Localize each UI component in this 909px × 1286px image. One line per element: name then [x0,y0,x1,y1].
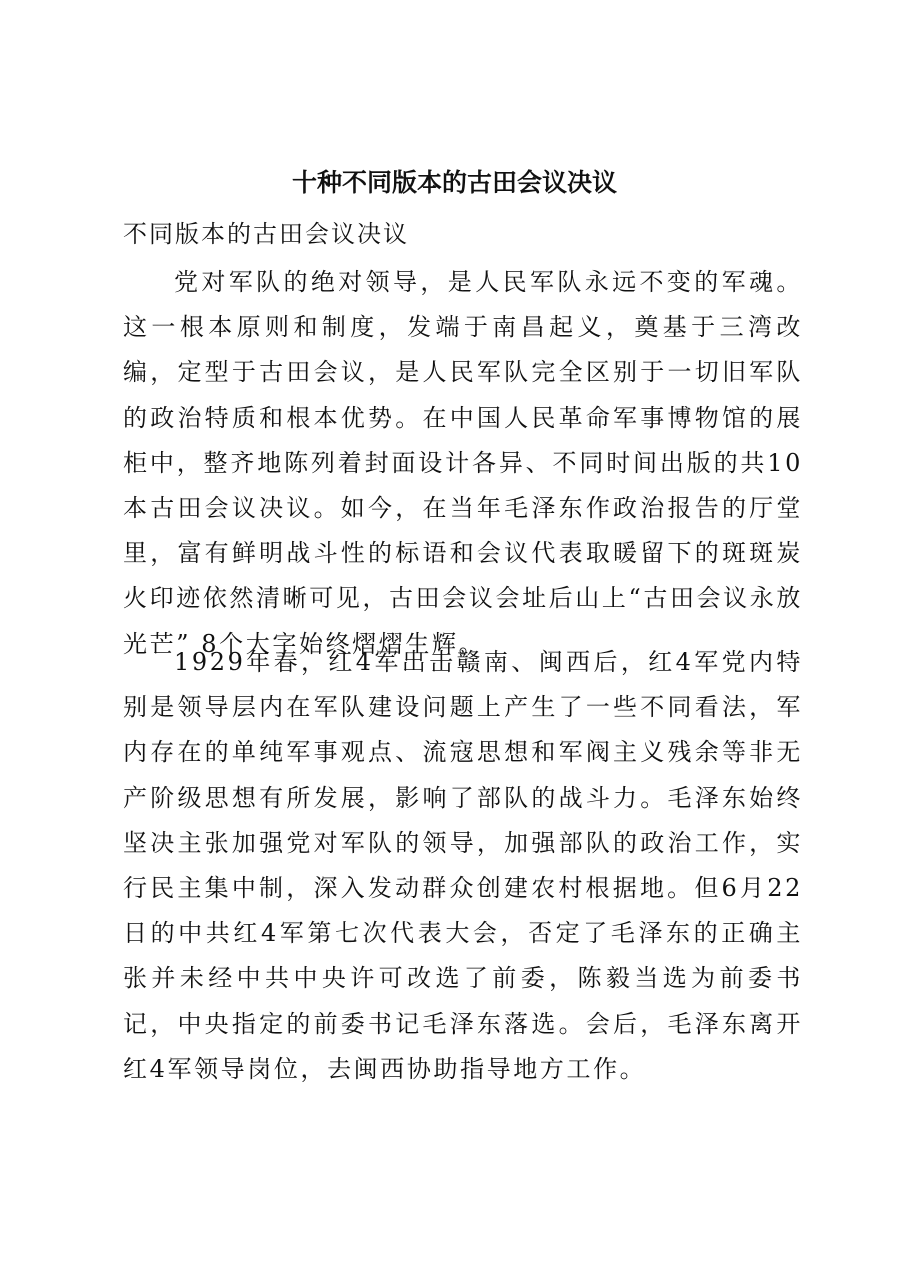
document-title: 十种不同版本的古田会议决议 [291,168,617,197]
paragraph-2: 1929年春，红4军出击赣南、闽西后，红4军党内特别是领导层内在军队建设问题上产生了一些不同看法，军内存在的单纯军事观点、流寇思想和军阀主义残余等非无产阶级思想有所发展，影响了部队的战斗力。毛泽东始终坚决主张加强党对军队的领导，加强部队的政治工作，实行民主集中制，深入发动群众创建农村根据地。但6月22日的中共红4军第七次代表大会，否定了毛泽东的正确主张并未经中共中央许可改选了前委，陈毅当选为前委书记，中央指定的前委书记毛泽东落选。会后，毛泽东离开红4军领导岗位，去闽西协助指导地方工作。 [123,648,803,1083]
paragraph-1: 党对军队的绝对领导，是人民军队永远不变的军魂。这一根本原则和制度，发端于南昌起义，奠基于三湾改编，定型于古田会议，是人民军队完全区别于一切旧军队的政治特质和根本优势。在中国人民革命军事博物馆的展柜中，整齐地陈列着封面设计各异、不同时间出版的共10本古田会议决议。如今，在当年毛泽东作政治报告的厅堂里，富有鲜明战斗性的标语和会议代表取暖留下的斑斑炭火印迹依然清晰可见，古田会议会址后山上“古田会议永放光芒” 8个大字始终熠熠生辉。 [123,268,803,658]
document-subtitle: 不同版本的古田会议决议 [123,220,409,248]
